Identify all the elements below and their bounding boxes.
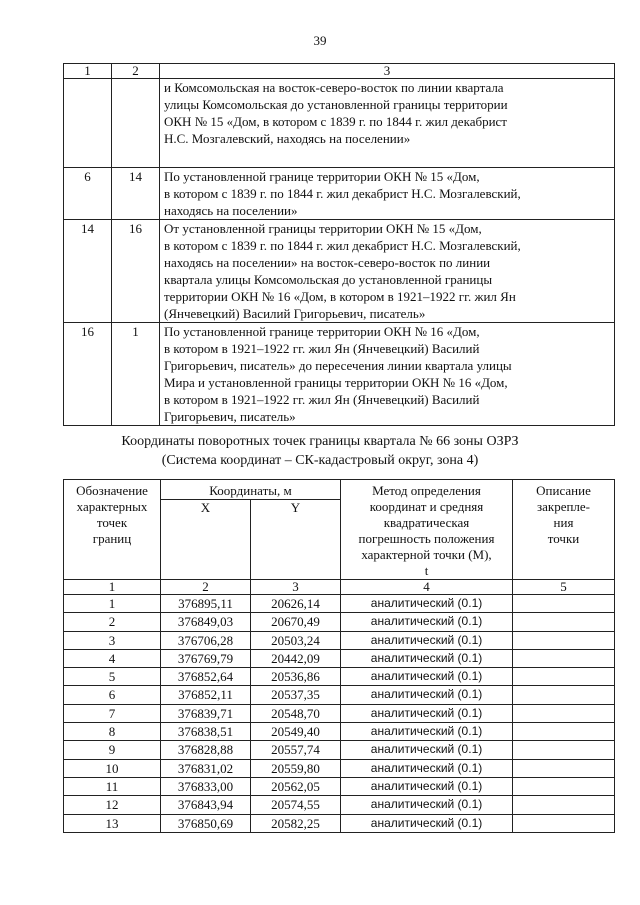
coord-method: аналитический (0.1): [341, 814, 513, 832]
coord-x: 376895,11: [161, 595, 251, 613]
coord-method: аналитический (0.1): [341, 741, 513, 759]
route-description-line: Н.С. Мозгалевский, находясь на поселении»: [164, 131, 411, 146]
coord-row: [64, 796, 615, 814]
coord-row: [64, 668, 615, 686]
coord-row: [64, 741, 615, 759]
coord-y: 20574,55: [251, 796, 341, 814]
route-description-line: Мира и установленной границы территории ОКН № 16 «Дом,: [164, 375, 508, 390]
route-to-point: [112, 79, 160, 168]
coord-y: 20536,86: [251, 668, 341, 686]
route-description-line: в котором с 1839 г. по 1844 г. жил декабрист Н.С. Мозгалевский,: [164, 186, 521, 201]
point-number: 12: [64, 796, 161, 814]
route-header-col-1: 1: [64, 64, 112, 79]
coord-row: [64, 686, 615, 704]
colnum-4: 4: [341, 580, 513, 595]
coord-method: аналитический (0.1): [341, 796, 513, 814]
route-row: [64, 168, 615, 220]
point-number: 3: [64, 631, 161, 649]
point-description: [513, 595, 615, 613]
page-number: 39: [313, 33, 327, 48]
header-coordinates: Координаты, м: [161, 480, 341, 500]
coord-row: [64, 631, 615, 649]
coord-x: 376852,64: [161, 668, 251, 686]
point-description: [513, 777, 615, 795]
coord-row: [64, 595, 615, 613]
coord-y: 20557,74: [251, 741, 341, 759]
route-description: [160, 323, 615, 426]
coord-y: 20549,40: [251, 723, 341, 741]
route-description-line: ОКН № 15 «Дом, в котором с 1839 г. по 1844 г. жил декабрист: [164, 114, 507, 129]
coord-x: 376849,03: [161, 613, 251, 631]
point-number: 6: [64, 686, 161, 704]
route-description-line: (Янчевецкий) Василий Григорьевич, писатель»: [164, 306, 426, 321]
route-description-table: [63, 63, 615, 426]
coord-x: 376850,69: [161, 814, 251, 832]
coord-method: аналитический (0.1): [341, 649, 513, 667]
point-number: 7: [64, 704, 161, 722]
route-description: [160, 79, 615, 168]
header-x: X: [161, 500, 251, 580]
point-number: 13: [64, 814, 161, 832]
route-description-line: Григорьевич, писатель»: [164, 409, 296, 424]
coord-row: [64, 649, 615, 667]
coord-method: аналитический (0.1): [341, 613, 513, 631]
route-row: [64, 79, 615, 168]
route-header-col-2: 2: [112, 64, 160, 79]
colnum-3: 3: [251, 580, 341, 595]
point-number: 10: [64, 759, 161, 777]
coord-y: 20626,14: [251, 595, 341, 613]
colnum-2: 2: [161, 580, 251, 595]
coord-row: [64, 777, 615, 795]
coord-method: аналитический (0.1): [341, 704, 513, 722]
coord-y: 20503,24: [251, 631, 341, 649]
coord-x: 376831,02: [161, 759, 251, 777]
route-description-line: По установленной границе территории ОКН № 15 «Дом,: [164, 169, 480, 184]
route-description-line: квартала улицы Комсомольская до установленной границы: [164, 272, 493, 287]
coord-x: 376838,51: [161, 723, 251, 741]
coord-x: 376843,94: [161, 796, 251, 814]
coord-row: [64, 814, 615, 832]
point-description: [513, 814, 615, 832]
coord-method: аналитический (0.1): [341, 668, 513, 686]
coord-row: [64, 704, 615, 722]
route-description-line: По установленной границе территории ОКН № 16 «Дом,: [164, 324, 480, 339]
route-from-point: 14: [64, 220, 112, 323]
route-to-point: 14: [112, 168, 160, 220]
coord-method: аналитический (0.1): [341, 759, 513, 777]
route-from-point: 16: [64, 323, 112, 426]
route-description-line: находясь на поселении»: [164, 203, 298, 218]
route-from-point: [64, 79, 112, 168]
coord-y: 20582,25: [251, 814, 341, 832]
coord-y: 20562,05: [251, 777, 341, 795]
point-number: 11: [64, 777, 161, 795]
point-description: [513, 704, 615, 722]
coord-method: аналитический (0.1): [341, 595, 513, 613]
point-description: [513, 668, 615, 686]
point-number: 1: [64, 595, 161, 613]
caption-line-2: (Система координат – СК-кадастровый округ, зона 4): [161, 453, 479, 468]
route-description-line: От установленной границы территории ОКН № 15 «Дом,: [164, 221, 482, 236]
point-description: [513, 723, 615, 741]
route-row: [64, 323, 615, 426]
route-description-line: и Комсомольская на восток-северо-восток по линии квартала: [164, 80, 504, 95]
coord-row: [64, 723, 615, 741]
route-table-header: [64, 64, 615, 79]
route-description: [160, 168, 615, 220]
coord-y: 20548,70: [251, 704, 341, 722]
route-description-line: улицы Комсомольская до установленной границы территории: [164, 97, 508, 112]
coord-y: 20537,35: [251, 686, 341, 704]
coord-x: 376852,11: [161, 686, 251, 704]
header-designation: Обозначение характерных точек границ: [64, 480, 161, 580]
point-number: 2: [64, 613, 161, 631]
route-description-line: Григорьевич, писатель» до пересечения линии квартала улицы: [164, 358, 512, 373]
point-description: [513, 686, 615, 704]
coord-method: аналитический (0.1): [341, 631, 513, 649]
route-header-col-3: 3: [160, 64, 615, 79]
colnum-5: 5: [513, 580, 615, 595]
coord-y: 20559,80: [251, 759, 341, 777]
coord-row: [64, 613, 615, 631]
coord-x: 376828,88: [161, 741, 251, 759]
point-description: [513, 796, 615, 814]
point-description: [513, 613, 615, 631]
point-number: 8: [64, 723, 161, 741]
coord-column-numbers: [64, 580, 615, 595]
point-description: [513, 759, 615, 777]
point-description: [513, 631, 615, 649]
route-description-line: в котором с 1839 г. по 1844 г. жил декабрист Н.С. Мозгалевский,: [164, 238, 521, 253]
coord-y: 20670,49: [251, 613, 341, 631]
coord-method: аналитический (0.1): [341, 723, 513, 741]
coord-header-row: [64, 480, 615, 500]
route-description: [160, 220, 615, 323]
header-description: Описание закрепле- ния точки: [513, 480, 615, 580]
coord-x: 376839,71: [161, 704, 251, 722]
header-method: Метод определения координат и средняя квадратическая погрешность положения характерной точки (М), t: [341, 480, 513, 580]
route-description-line: находясь на поселении» на восток-северо-восток по линии: [164, 255, 491, 270]
point-description: [513, 741, 615, 759]
point-number: 5: [64, 668, 161, 686]
coord-method: аналитический (0.1): [341, 777, 513, 795]
coord-y: 20442,09: [251, 649, 341, 667]
coord-x: 376769,79: [161, 649, 251, 667]
header-y: Y: [251, 500, 341, 580]
route-to-point: 1: [112, 323, 160, 426]
point-number: 4: [64, 649, 161, 667]
route-to-point: 16: [112, 220, 160, 323]
coordinates-table: [63, 479, 615, 833]
point-description: [513, 649, 615, 667]
route-description-line: территории ОКН № 16 «Дом, в котором в 1921–1922 гг. жил Ян: [164, 289, 516, 304]
point-number: 9: [64, 741, 161, 759]
coord-x: 376833,00: [161, 777, 251, 795]
coordinates-caption: [0, 432, 640, 470]
colnum-1: 1: [64, 580, 161, 595]
coord-method: аналитический (0.1): [341, 686, 513, 704]
route-row: [64, 220, 615, 323]
route-from-point: 6: [64, 168, 112, 220]
caption-line-1: Координаты поворотных точек границы квартала № 66 зоны ОЗРЗ: [121, 434, 519, 449]
route-description-line: в котором в 1921–1922 гг. жил Ян (Янчевецкий) Василий: [164, 341, 480, 356]
route-description-line: в котором в 1921–1922 гг. жил Ян (Янчевецкий) Василий: [164, 392, 480, 407]
coord-row: [64, 759, 615, 777]
coord-x: 376706,28: [161, 631, 251, 649]
